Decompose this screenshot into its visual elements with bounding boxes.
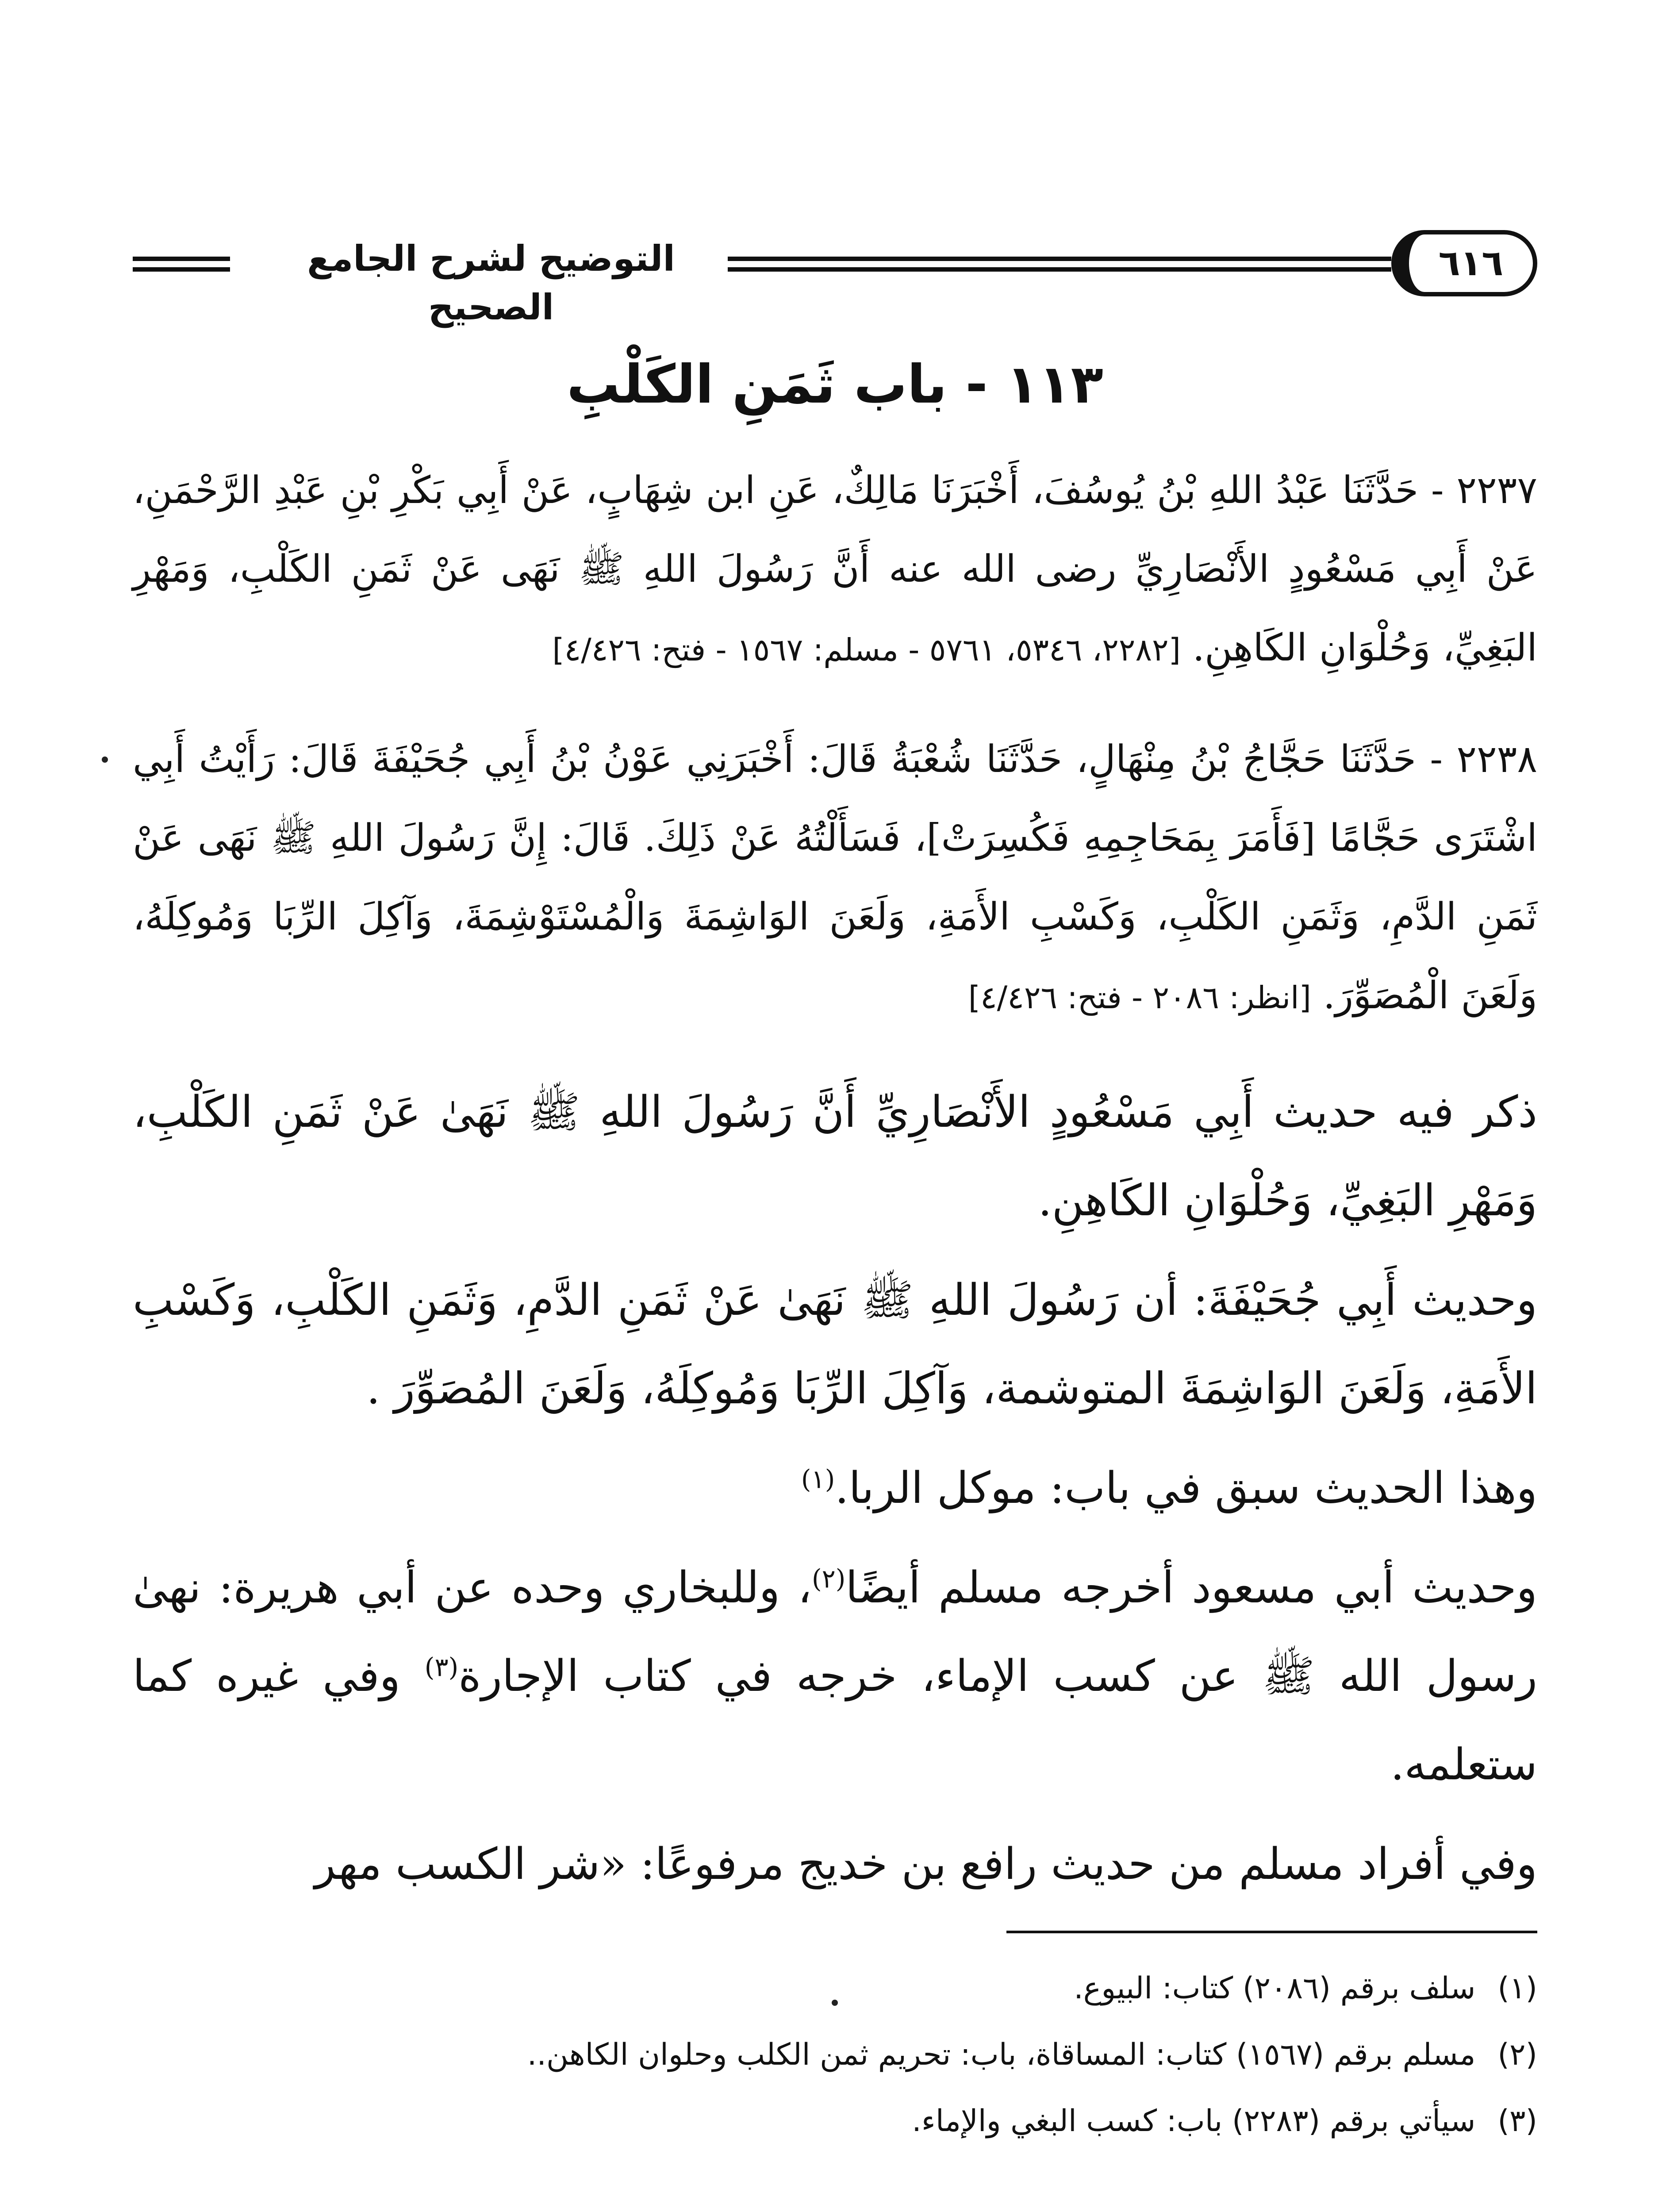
- spacer: [133, 1809, 1537, 1820]
- spacer: [133, 1037, 1537, 1068]
- commentary-paragraph: [133, 1544, 1537, 1809]
- spacer: [133, 1532, 1537, 1544]
- footnote-ref[interactable]: (١): [801, 1464, 835, 1494]
- paragraph-text: وفي غيره كما ستعلمه.: [133, 1651, 1537, 1790]
- footnote-text: سلف برقم (٢٠٨٦) كتاب: البيوع.: [1074, 1971, 1476, 2006]
- footnote-number: (٢): [1497, 2037, 1537, 2072]
- spacer: [133, 1245, 1537, 1256]
- scan-speck: [832, 2000, 838, 2006]
- footnotes: [133, 1955, 1537, 2154]
- footnote: [133, 1955, 1537, 2022]
- footnote-separator: [1006, 1931, 1537, 1933]
- footnote-ref[interactable]: (٣): [424, 1652, 459, 1682]
- commentary-paragraph: [133, 1444, 1537, 1532]
- hadith-2238: [133, 720, 1537, 1037]
- hadith-citation: [٢٢٨٢، ٥٣٤٦، ٥٧٦١ - مسلم: ١٥٦٧ - فتح: ٤/٤٢٦]: [552, 632, 1181, 668]
- running-title: التوضيح لشرح الجامع الصحيح: [307, 238, 675, 328]
- hadith-text: ٢٢٣٧ - حَدَّثَنَا عَبْدُ اللهِ بْنُ يُوسُفَ، أَخْبَرَنَا مَالِكٌ، عَنِ ابن شِهَابٍ، عَنْ أَبِي بَكْرِ بْنِ عَبْدِ الرَّحْمَنِ، عَنْ أَبِي مَسْعُودٍ الأَنْصَارِيِّ رضى الله عنه أَنَّ رَسُولَ اللهِ ﷺ نَهَى عَنْ ثَمَنِ الكَلْبِ، وَمَهْرِ البَغِيِّ، وَحُلْوَانِ الكَاهِنِ.: [133, 469, 1537, 670]
- running-header: [133, 221, 1537, 328]
- hadith-citation: [انظر: ٢٠٨٦ - فتح: ٤/٤٢٦]: [968, 979, 1311, 1016]
- commentary-paragraph: وحديث أَبِي جُحَيْفَةَ: أن رَسُولَ اللهِ ﷺ نَهَىٰ عَنْ ثَمَنِ الدَّمِ، وَثَمَنِ الكَلْبِ، وَكَسْبِ الأَمَةِ، وَلَعَنَ الوَاشِمَةَ المتوشمة، وَآكِلَ الرِّبَا وَمُوكِلَهُ، وَلَعَنَ المُصَوِّرَ .: [133, 1275, 1537, 1414]
- chapter-heading: ١١٣ - باب ثَمَنِ الكَلْبِ: [567, 354, 1103, 415]
- footnote-ref[interactable]: (٢): [811, 1563, 846, 1594]
- footnote-number: (١): [1497, 1971, 1537, 2006]
- footnote: [133, 2022, 1537, 2088]
- spacer: [133, 1433, 1537, 1444]
- paragraph-text: وحديث أبي مسعود أخرجه مسلم أيضًا: [845, 1563, 1538, 1613]
- commentary-paragraph: ذكر فيه حديث أَبِي مَسْعُودٍ الأَنْصَارِيِّ أَنَّ رَسُولَ اللهِ ﷺ نَهَىٰ عَنْ ثَمَنِ الكَلْبِ، وَمَهْرِ البَغِيِّ، وَحُلْوَانِ الكَاهِنِ.: [133, 1087, 1537, 1226]
- footnote-text: سيأتي برقم (٢٢٨٣) باب: كسب البغي والإماء.: [912, 2104, 1476, 2139]
- hadith-text: ٢٢٣٨ - حَدَّثَنَا حَجَّاجُ بْنُ مِنْهَالٍ، حَدَّثَنَا شُعْبَةُ قَالَ: أَخْبَرَنِي عَوْنُ بْنُ أَبِي جُحَيْفَةَ قَالَ: رَأَيْتُ أَبِي اشْتَرَى حَجَّامًا [فَأَمَرَ بِمَحَاجِمِهِ فَكُسِرَتْ]، فَسَأَلْتُهُ عَنْ ذَلِكَ. قَالَ: إِنَّ رَسُولَ اللهِ ﷺ نَهَى عَنْ ثَمَنِ الدَّمِ، وَثَمَنِ الكَلْبِ، وَكَسْبِ الأَمَةِ، وَلَعَنَ الوَاشِمَةَ وَالْمُسْتَوْشِمَةَ، وَآكِلَ الرِّبَا وَمُوكِلَهُ، وَلَعَنَ الْمُصَوِّرَ.: [133, 737, 1537, 1018]
- footnote-number: (٣): [1497, 2104, 1537, 2139]
- header-rule-end: [133, 257, 230, 261]
- commentary-paragraph: وفي أفراد مسلم من حديث رافع بن خديج مرفوعًا: «شر الكسب مهر: [315, 1839, 1537, 1889]
- paragraph-text: ، وللبخاري وحده عن أبي هريرة: نهىٰ رسول الله ﷺ عن كسب الإماء، خرجه في كتاب الإجارة: [133, 1563, 1537, 1701]
- footnote: [133, 2088, 1537, 2154]
- page-number: ٦١٦: [1391, 230, 1537, 296]
- spacer: [133, 689, 1537, 720]
- header-rule: [728, 257, 1391, 261]
- book-page: [133, 221, 1537, 2154]
- paragraph-text: وهذا الحديث سبق في باب: موكل الربا.: [835, 1463, 1537, 1513]
- footnote-text: مسلم برقم (١٥٦٧) كتاب: المساقاة، باب: تحريم ثمن الكلب وحلوان الكاهن..: [527, 2037, 1476, 2072]
- scan-speck: [102, 757, 108, 763]
- hadith-2237: [133, 451, 1537, 689]
